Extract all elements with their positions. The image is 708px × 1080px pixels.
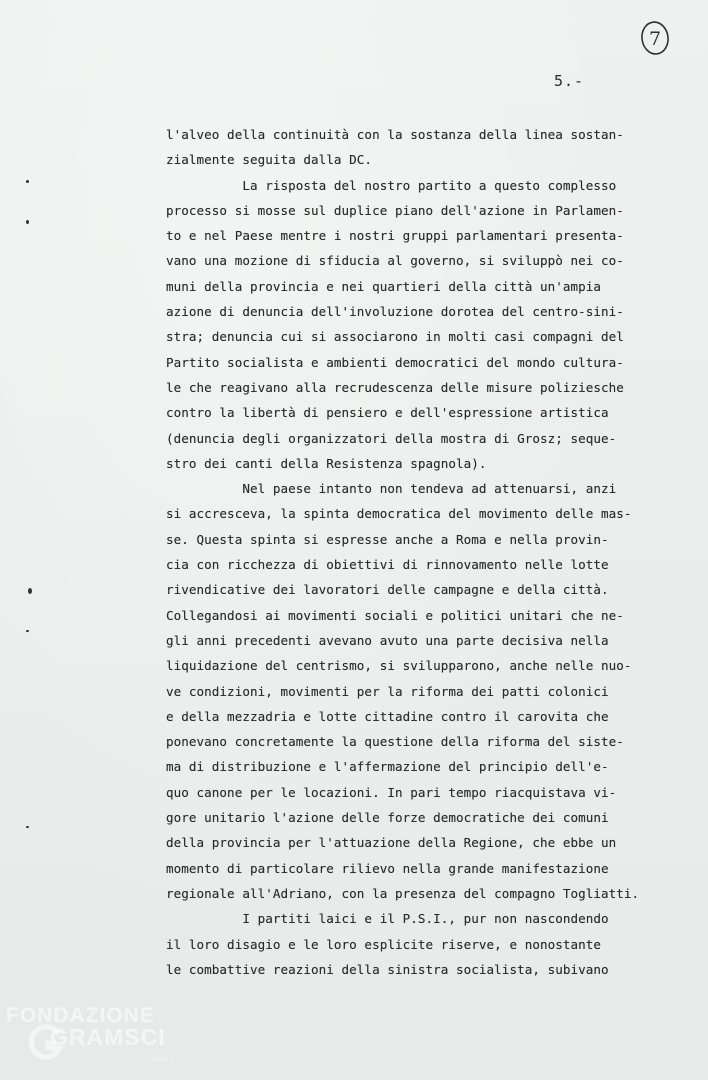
text-line: il loro disagio e le loro esplicite riserve, e nonostante (166, 936, 602, 952)
text-line: momento di particolare rilievo nella grande manifestazione (166, 860, 609, 876)
text-line: stro dei canti della Resistenza spagnola). (166, 455, 487, 471)
text-line: le combattive reazioni della sinistra socialista, subivano (166, 961, 609, 977)
text-line: della provincia per l'attuazione della Regione, che ebbe un (166, 835, 617, 851)
watermark-line-2: GRAMSCI (50, 1024, 166, 1050)
margin-speck (26, 220, 29, 224)
text-line: quo canone per le locazioni. In pari tempo riacquistava vi- (166, 784, 617, 800)
text-line: processo si mosse sul duplice piano dell'azione in Parlamen- (166, 202, 624, 218)
text-line: gore unitario l'azione delle forze democratiche dei comuni (166, 810, 609, 826)
text-line: si accresceva, la spinta democratica del movimento delle mas- (166, 506, 632, 522)
text-line: Nel paese intanto non tendeva ad attenuarsi, anzi (166, 481, 617, 497)
margin-speck (26, 630, 29, 632)
page-number: 5.- (554, 72, 585, 90)
text-line: Collegandosi ai movimenti sociali e politici unitari che ne- (166, 607, 624, 623)
text-line: contro la libertà di pensiero e dell'espressione artistica (166, 405, 609, 421)
text-line: rivendicative dei lavoratori delle campagne e della città. (166, 582, 609, 598)
handwritten-circle-icon (638, 18, 672, 58)
text-line: vano una mozione di sfiducia al governo, si sviluppò nei co- (166, 253, 624, 269)
text-line: Partito socialista e ambienti democratici del mondo cultura- (166, 354, 624, 370)
watermark-line-3: onlus (152, 1056, 174, 1063)
text-line: to e nel Paese mentre i nostri gruppi parlamentari presenta- (166, 228, 624, 244)
text-line: ponevano concretamente la questione della riforma del siste- (166, 734, 624, 750)
text-line: le che reagivano alla recrudescenza delle misure poliziesche (166, 379, 624, 395)
archive-watermark (4, 1000, 204, 1076)
text-line: muni della provincia e nei quartieri della città un'ampia (166, 278, 602, 294)
text-line: I partiti laici e il P.S.I., pur non nascondendo (166, 911, 609, 927)
text-line: ma di distribuzione e l'affermazione del principio dell'e- (166, 759, 609, 775)
text-line: azione di denuncia dell'involuzione dorotea del centro-sini- (166, 304, 624, 320)
typed-text-body (166, 122, 696, 982)
folio-number: 7 (648, 28, 662, 50)
text-line: zialmente seguita dalla DC. (166, 152, 373, 168)
text-line: stra; denuncia cui si associarono in molti casi compagni del (166, 329, 624, 345)
text-line: l'alveo della continuità con la sostanza della linea sostan- (166, 127, 624, 142)
text-line: e della mezzadria e lotte cittadine contro il carovita che (166, 708, 609, 724)
folio-number-mark (638, 18, 672, 58)
watermark-line-1: FONDAZIONE (6, 1004, 155, 1027)
text-line: (denuncia degli organizzatori della mostra di Grosz; seque- (166, 430, 617, 446)
text-line: gli anni precedenti avevano avuto una parte decisiva nella (166, 632, 609, 648)
text-line: regionale all'Adriano, con la presenza del compagno Togliatti. (166, 885, 640, 901)
text-line: ve condizioni, movimenti per la riforma dei patti colonici (166, 683, 609, 699)
text-line: se. Questa spinta si espresse anche a Roma e nella provin- (166, 531, 609, 547)
margin-speck (26, 826, 29, 828)
text-line: cia con ricchezza di obiettivi di rinnovamento nelle lotte (166, 557, 609, 573)
margin-speck (28, 588, 32, 594)
margin-speck (26, 180, 29, 183)
text-line: liquidazione del centrismo, si svilupparono, anche nelle nuo- (166, 658, 632, 674)
text-line: La risposta del nostro partito a questo complesso (166, 177, 617, 193)
